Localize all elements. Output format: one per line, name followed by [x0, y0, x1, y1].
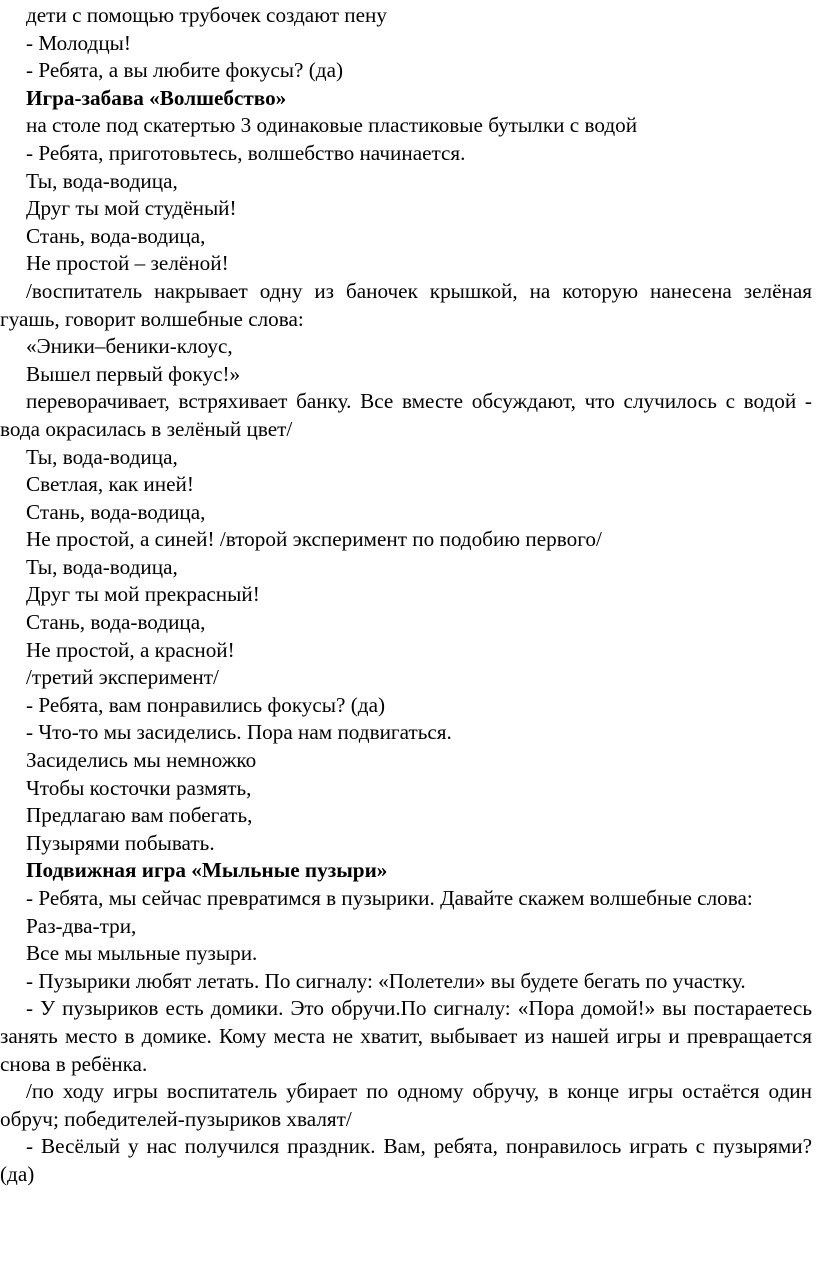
verse-line: Все мы мыльные пузыри.	[26, 941, 258, 966]
verse-line: Светлая, как иней!	[26, 472, 194, 497]
verse-line: Раз-два-три,	[26, 913, 137, 938]
section-heading: Подвижная игра «Мыльные пузыри»	[26, 858, 388, 883]
verse-line: Не простой – зелёной!	[26, 251, 229, 276]
paragraph: - Ребята, приготовьтесь, волшебство начинается.	[26, 140, 466, 165]
paragraph: - Весёлый у нас получился праздник. Вам, ребята, понравилось играть с пузырями? (да)	[0, 1134, 812, 1186]
verse-line: Засиделись мы немножко	[26, 748, 257, 773]
verse-line: «Эники–беники-клоус,	[26, 334, 233, 359]
paragraph: /по ходу игры воспитатель убирает по одному обручу, в конце игры остаётся один обруч; победителей-пузыриков хвалят/	[0, 1079, 812, 1131]
paragraph: - Ребята, вам понравились фокусы? (да)	[26, 692, 386, 717]
verse-line: Стань, вода-водица,	[26, 223, 206, 248]
paragraph: /воспитатель накрывает одну из баночек крышкой, на которую нанесена зелёная гуашь, говорит волшебные слова:	[0, 278, 812, 331]
paragraph: /третий эксперимент/	[26, 665, 219, 690]
verse-line: Не простой, а красной!	[26, 637, 235, 662]
verse-line: Ты, вода-водица,	[26, 444, 178, 469]
verse-line: Не простой, а синей! /второй эксперимент по подобию первого/	[26, 527, 602, 552]
paragraph: - Ребята, мы сейчас превратимся в пузырики. Давайте скажем волшебные слова:	[26, 886, 753, 910]
verse-line: Вышел первый фокус!»	[26, 361, 241, 386]
verse-line: Стань, вода-водица,	[26, 499, 206, 524]
document-body	[0, 2, 812, 1189]
verse-line: Стань, вода-водица,	[26, 610, 206, 635]
paragraph: дети с помощью трубочек создают пену	[26, 3, 387, 27]
verse-line: Чтобы косточки размять,	[26, 775, 252, 800]
paragraph: - Ребята, а вы любите фокусы? (да)	[26, 58, 344, 83]
verse-line: Друг ты мой студёный!	[26, 196, 237, 221]
verse-line: Ты, вода-водица,	[26, 168, 178, 193]
paragraph: на столе под скатертью 3 одинаковые пластиковые бутылки с водой	[26, 113, 638, 138]
section-heading: Игра-забава «Волшебство»	[26, 85, 287, 110]
verse-line: Предлагаю вам побегать,	[26, 803, 253, 828]
paragraph: - У пузыриков есть домики. Это обручи.По сигналу: «Пора домой!» вы постараетесь занять место в домике. Кому места не хватит, выбывает из нашей игры и превращается снова в ребёнка.	[0, 996, 812, 1076]
verse-line: Друг ты мой прекрасный!	[26, 582, 260, 607]
paragraph: - Молодцы!	[26, 30, 131, 55]
paragraph: - Что-то мы засиделись. Пора нам подвигаться.	[26, 720, 452, 745]
paragraph: - Пузырики любят летать. По сигналу: «Полетели» вы будете бегать по участку.	[26, 968, 746, 993]
verse-line: Пузырями побывать.	[26, 830, 215, 855]
paragraph: переворачивает, встряхивает банку. Все вместе обсуждают, что случилось с водой - вода окрасилась в зелёный цвет/	[0, 389, 812, 441]
verse-line: Ты, вода-водица,	[26, 554, 178, 579]
